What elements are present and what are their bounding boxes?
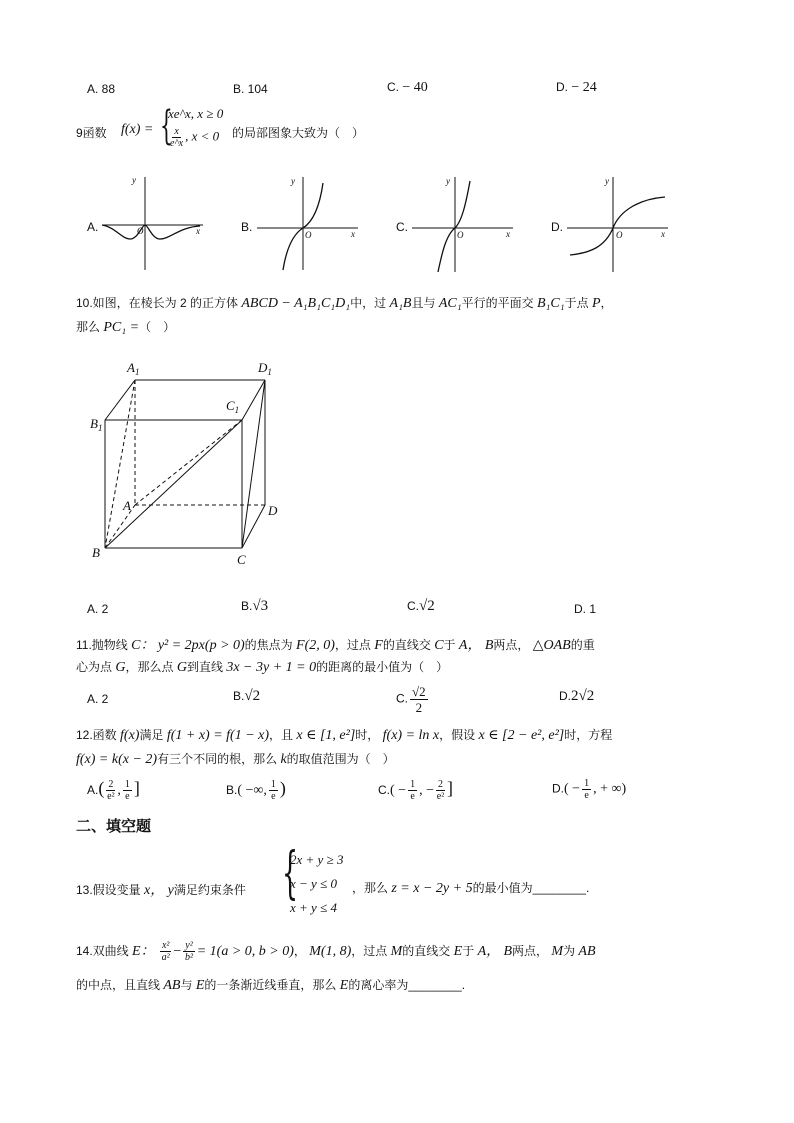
q13-tail: ，那么 z = x − 2y + 5的最小值为________. (352, 881, 590, 896)
q14-line1: 14.双曲线 E： $\frac{\text{x²}}{\text{a²}}$ − $\frac{\text{y²}}{\text{b²}}$ = 1(a > 0, b > 0)， M(1, 8)，过点 M的直线交 E于 A， B两点， M为 AB (76, 940, 596, 964)
q8-option-d: D. − 24 (556, 80, 597, 95)
cube-label-b1: $B_1$ (90, 416, 103, 433)
q9-a-y-label: y (132, 175, 136, 185)
q8-option-a: A. 88 (87, 82, 116, 96)
q12-option-a: A.( $\frac{2}{\text{e²}}$ , $\frac{1}{e}$ ] (87, 778, 140, 803)
q9-label: 9函数 (76, 126, 107, 140)
q9-brace: { (160, 103, 173, 149)
q9-a-origin-label: O (137, 226, 144, 236)
q11-option-b: B.√2 (233, 688, 261, 704)
q11-option-c: C. $\frac{√2}{2}$ (396, 684, 426, 715)
q8-option-c: C. − 40 (387, 80, 428, 95)
q9-tail: 的局部图象大致为（ ） (232, 126, 365, 140)
section-title-fill-in: 二、填空题 (76, 818, 152, 835)
q9-d-y-label: y (605, 176, 609, 186)
q9-graph-c (410, 175, 520, 275)
q10-option-d: D. 1 (574, 602, 597, 616)
q10-option-c: C.√2 (407, 598, 435, 614)
q8-option-b: B. 104 (233, 82, 268, 96)
q9-a-x-label: x (196, 226, 200, 236)
q13-lead: 13.假设变量 x， y满足约束条件 (76, 883, 246, 898)
q9-b-x-label: x (351, 229, 355, 239)
q9-option-d: D. (551, 220, 563, 234)
q14-line2: 的中点，且直线 AB与 E的一条渐近线垂直，那么 E的离心率为________. (76, 978, 466, 993)
cube-label-a1: $A_1$ (127, 360, 140, 377)
q11-line2: 心为点 G，那么点 G到直线 3x − 3y + 1 = 0的距离的最小值为（ ） (76, 660, 449, 675)
q9-option-c: C. (396, 220, 408, 234)
q10-line1: 10.如图，在棱长为 2 的正方体 ABCD − A₁B₁C₁D₁中，过 A₁B且与 AC₁平行的平面交 B₁C₁于点 P， (76, 296, 613, 311)
q9-c-y-label: y (446, 176, 450, 186)
q9-graph-a (100, 175, 205, 275)
q11-line1: 11.抛物线 C： y² = 2px(p > 0)的焦点为 F(2, 0)，过点 F的直线交 C于 A， B两点， △OAB的重 (76, 638, 595, 653)
q10-option-b: B.√3 (241, 598, 269, 614)
q9-case1: xe^x, x ≥ 0 (168, 106, 224, 121)
q13-constraint-1: 2x + y ≥ 3 (290, 852, 344, 867)
cube-label-d1: $D_1$ (258, 360, 272, 377)
cube-label-d: D (268, 503, 278, 518)
cube-label-a: A (123, 498, 131, 513)
q9-fx: f(x) = (121, 122, 154, 137)
q12-line1: 12.函数 f(x)满足 f(1 + x) = f(1 − x)，且 x ∈ [1, e²]时， f(x) = ln x，假设 x ∈ [2 − e², e²]时，方程 (76, 728, 613, 743)
q11-option-a: A. 2 (87, 692, 109, 706)
q13-brace: { (282, 841, 299, 906)
q11-option-d: D.2√2 (559, 688, 595, 704)
q12-option-b: B.( −∞, $\frac{1}{e}$ ) (226, 778, 286, 803)
q9-c-origin-label: O (457, 230, 464, 240)
q9-d-x-label: x (661, 229, 665, 239)
q10-cube-diagram (85, 360, 295, 570)
q12-line2: f(x) = k(x − 2)有三个不同的根，那么 k的取值范围为（ ） (76, 752, 395, 767)
q9-case2: $\frac{x}{e\^{}x}$ , x < 0 (170, 126, 220, 149)
q9-graph-b (255, 175, 365, 275)
q10-line2: 那么 PC₁ =（ ） (76, 320, 176, 335)
q9-option-a: A. (87, 220, 99, 234)
q9-c-x-label: x (506, 229, 510, 239)
q13-constraint-3: x + y ≤ 4 (290, 900, 337, 915)
q12-option-d: D.( − $\frac{1}{e}$ , + ∞) (552, 778, 627, 801)
cube-label-b: B (92, 545, 100, 560)
q10-option-a: A. 2 (87, 602, 109, 616)
cube-label-c: C (237, 552, 246, 567)
q9-option-b: B. (241, 220, 253, 234)
q9-b-origin-label: O (305, 230, 312, 240)
cube-label-c1: $C_1$ (226, 398, 240, 415)
q12-option-c: C.( − $\frac{1}{e}$ , − $\frac{2}{\text{e²}}$ ] (378, 778, 453, 803)
q13-constraint-2: x − y ≤ 0 (290, 876, 337, 891)
q9-b-y-label: y (291, 176, 295, 186)
q9-d-origin-label: O (616, 230, 623, 240)
q9-graph-d (565, 175, 675, 275)
